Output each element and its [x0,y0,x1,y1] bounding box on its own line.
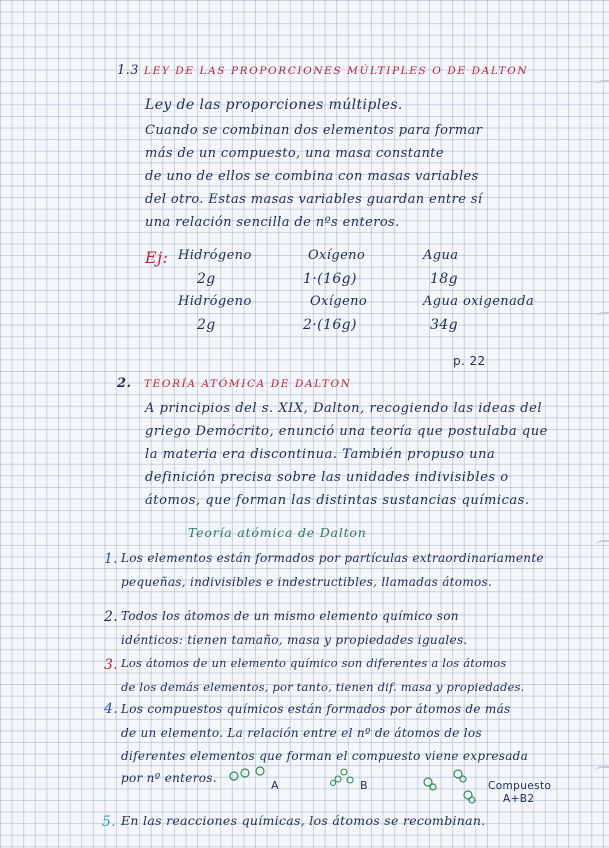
postulate-4-line-2: de un elemento. La relación entre el nº de átomos de los [121,726,482,740]
compound-drawing [420,768,482,806]
postulate-3-number: 3. [104,657,119,673]
example-r1-c1: Hidrógeno [178,248,252,263]
postulate-4-line-3: diferentes elementos que forman el compuesto viene expresada [121,749,529,763]
binder-hole [595,540,609,548]
atoms-a-drawing [228,764,268,784]
example-r2-c1: 2g [197,271,216,287]
postulate-1-number: 1. [104,551,119,567]
postulate-5-line-1: En las reacciones químicas, los átomos se recombinan. [121,813,486,828]
binder-hole [595,312,609,320]
example-r4-c2: 2·(16g) [303,317,357,333]
section2-line-3: la materia era discontinua. También propuso una [145,447,496,462]
section2-title: TEORÍA ATÓMICA DE DALTON [144,378,352,390]
compound-label: Compuesto [488,780,552,792]
section2-number: 2. [117,376,132,391]
section2-line-5: átomos, que forman las distintas sustancias químicas. [145,493,530,508]
section1-line-5: del otro. Estas masas variables guardan entre sí [145,192,483,207]
postulate-3-line-2: de los demás elementos, por tanto, tienen dif. masa y propiedades. [121,680,525,694]
postulate-3-line-1: Los átomos de un elemento químico son diferentes a los átomos [121,656,507,670]
section1-line-3: más de un compuesto, una masa constante [145,146,444,161]
section1-line-4: de uno de ellos se combina con masas variables [145,169,479,184]
atoms-b-drawing [330,768,360,788]
section1-title: LEY DE LAS PROPORCIONES MÚLTIPLES O DE DALTON [144,65,529,77]
postulate-2-number: 2. [104,609,119,625]
example-r2-c3: 18g [430,271,458,287]
page-reference: p. 22 [453,354,486,368]
section1-line-6: una relación sencilla de nºs enteros. [145,215,400,230]
atoms-a-label: A [271,779,279,792]
section1-number: 1.3 [117,63,139,78]
section2-subtitle: Teoría atómica de Dalton [188,525,367,540]
postulate-4-line-4: por nº enteros. [121,771,217,785]
section1-line-1: Ley de las proporciones múltiples. [145,97,403,113]
section2-line-1: A principios del s. XIX, Dalton, recogiendo las ideas del [145,401,543,416]
example-r3-c2: Oxígeno [310,294,368,309]
section1-line-2: Cuando se combinan dos elementos para formar [145,123,483,138]
section2-line-2: griego Demócrito, enunció una teoría que postulaba que [145,424,548,439]
example-r3-c1: Hidrógeno [178,294,252,309]
postulate-5-number: 5. [102,814,117,830]
postulate-2-line-2: idénticos: tienen tamaño, masa y propiedades iguales. [121,633,468,647]
postulate-4-line-1: Los compuestos químicos están formados por átomos de más [121,702,511,716]
section2-line-4: definición precisa sobre las unidades indivisibles o [145,470,509,485]
atoms-b-label: B [360,779,368,792]
example-r4-c3: 34g [430,317,458,333]
compound-formula: A+B2 [503,793,535,805]
example-r2-c2: 1·(16g) [303,271,357,287]
example-r4-c1: 2g [197,317,216,333]
postulate-4-number: 4. [104,701,119,717]
postulate-2-line-1: Todos los átomos de un mismo elemento químico son [121,609,459,623]
binder-hole [595,80,609,88]
postulate-1-line-1: Los elementos están formados por partículas extraordinariamente [121,551,544,565]
example-label: Ej: [145,248,169,267]
postulate-1-line-2: pequeñas, indivisibles e indestructibles, llamadas átomos. [121,575,493,589]
example-r1-c3: Agua [423,248,459,263]
example-r1-c2: Oxígeno [308,248,366,263]
example-r3-c3: Agua oxigenada [423,294,535,309]
binder-hole [595,766,609,774]
